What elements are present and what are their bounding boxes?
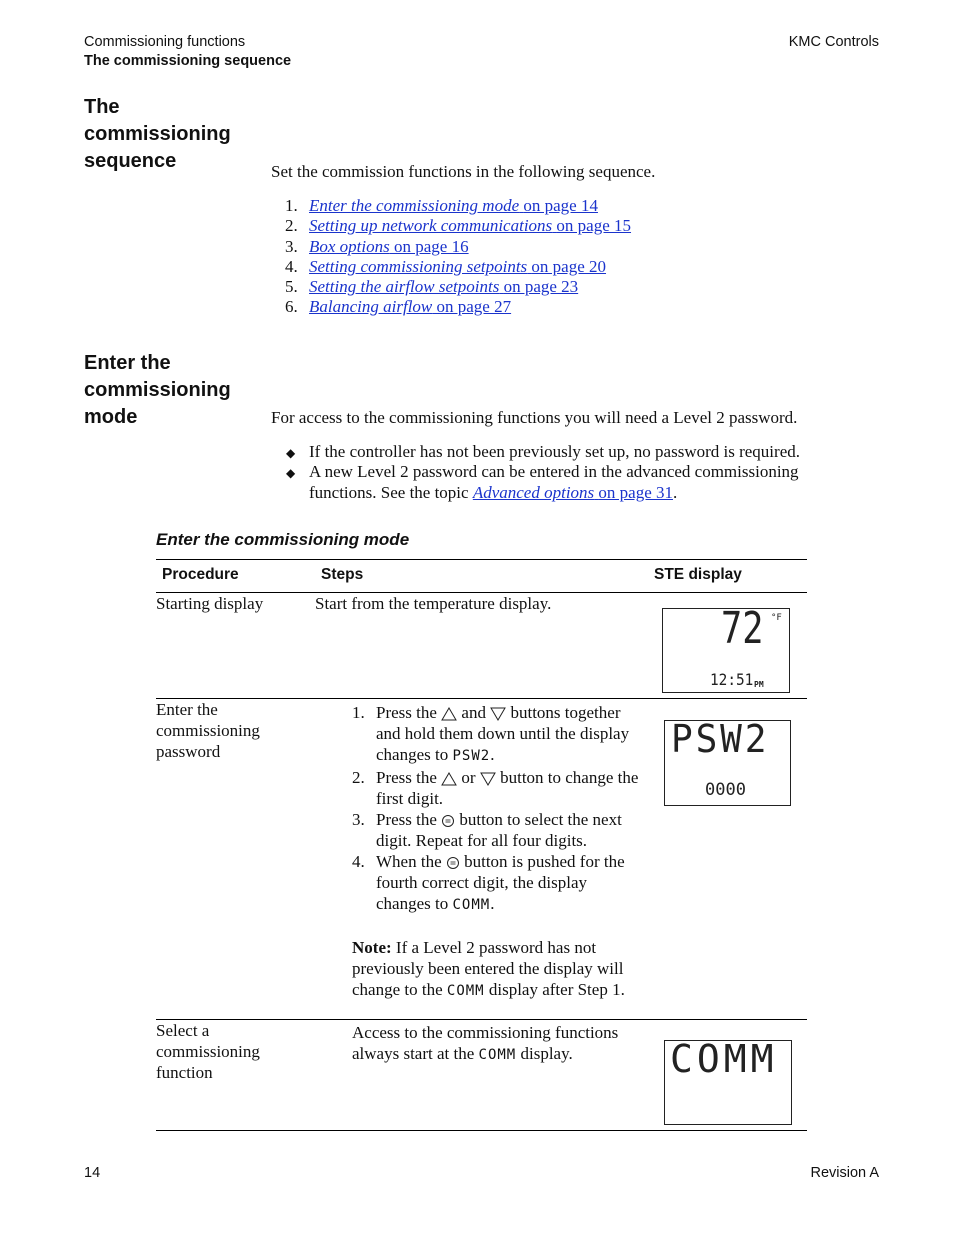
- link-network-communications[interactable]: Setting up network communications on page 15: [309, 216, 632, 236]
- steps-cell: [315, 699, 648, 1020]
- lcd-ampm-label: PM: [754, 680, 764, 689]
- column-header-procedure: Procedure: [156, 560, 315, 593]
- list-item: 5. Setting the airflow setpoints on page 23: [285, 277, 579, 297]
- link-advanced-options[interactable]: Advanced options on page 31: [472, 482, 674, 502]
- sequence-intro: Set the commission functions in the following sequence.: [271, 162, 656, 181]
- down-arrow-icon: [480, 772, 496, 786]
- list-item: 1. Enter the commissioning mode on page 14: [285, 196, 598, 215]
- section-heading-commissioning-sequence: The commissioning sequence: [84, 96, 231, 172]
- list-item: ◆ If the controller has not been previously set up, no password is required.: [285, 442, 865, 462]
- lcd-code-comm: COMM: [478, 1047, 517, 1063]
- lcd-password-label: PSW2: [671, 717, 770, 761]
- lcd-temperature-value: 72: [721, 603, 764, 654]
- footer-page-number: 14: [84, 1165, 101, 1181]
- lcd-comm-label: COMM: [670, 1037, 778, 1081]
- procedure-cell: Enter the commissioning password: [156, 699, 315, 1020]
- footer-revision: Revision A: [810, 1165, 879, 1181]
- list-item: 3. Press the button to select the next digit. Repeat for all four digits.: [352, 810, 622, 850]
- lcd-unit-label: °F: [771, 613, 782, 623]
- password-steps-list: [352, 702, 642, 916]
- lcd-code-comm: COMM: [452, 897, 491, 913]
- lcd-comm-display: [664, 1037, 792, 1125]
- procedure-cell: Select a commissioning function: [156, 1020, 315, 1131]
- list-item: 3. Box options on page 16: [285, 236, 469, 256]
- note-paragraph: Note: If a Level 2 password has not previously been entered the display will change to the COMM display after Step 1.: [352, 938, 625, 999]
- bullet-diamond-icon: ◆: [286, 466, 296, 481]
- enter-button-icon: [446, 856, 460, 870]
- link-box-options[interactable]: Box options on page 16: [309, 236, 469, 256]
- link-airflow-setpoints[interactable]: Setting the airflow setpoints on page 23: [309, 277, 579, 297]
- lcd-code-comm: COMM: [446, 983, 485, 999]
- steps-cell: Access to the commissioning functions always start at the COMM display.: [315, 1020, 648, 1131]
- up-arrow-icon: [441, 707, 457, 721]
- link-enter-commissioning-mode[interactable]: Enter the commissioning mode on page 14: [309, 196, 598, 215]
- lcd-time-value: 12:51: [710, 670, 754, 689]
- steps-cell: Start from the temperature display.: [315, 593, 648, 699]
- running-header-section: [84, 33, 291, 71]
- table-caption: Enter the commissioning mode: [156, 530, 410, 549]
- list-item: 4. When the button is pushed for the fourth correct digit, the display changes to COMM.: [352, 852, 625, 913]
- lcd-temperature-display: [662, 603, 790, 693]
- header-subsection-title: The commissioning sequence: [84, 53, 292, 69]
- table-header-row: [156, 560, 807, 593]
- header-company: KMC Controls: [788, 34, 879, 50]
- sequence-list: [285, 196, 845, 318]
- list-item: 2. Setting up network communications on page 15: [285, 216, 632, 236]
- column-header-steps: Steps: [315, 560, 648, 593]
- up-arrow-icon: [441, 772, 457, 786]
- section-heading-enter-commissioning-mode: Enter the commissioning mode: [84, 352, 231, 428]
- column-header-ste-display: STE display: [648, 560, 807, 593]
- procedure-cell: Starting display: [156, 593, 315, 699]
- lcd-code-pswd: PSW2: [452, 748, 491, 764]
- enter-button-icon: [441, 814, 455, 828]
- lcd-password-display: [664, 717, 791, 806]
- list-item: 6. Balancing airflow on page 27: [285, 297, 512, 317]
- list-item: ◆ A new Level 2 password can be entered in the advanced commissioning functions. See the topic Advanced options on page 31.: [286, 462, 799, 502]
- bullet-diamond-icon: ◆: [286, 446, 296, 460]
- commissioning-intro: For access to the commissioning functions you will need a Level 2 password.: [271, 408, 798, 427]
- header-section-title: Commissioning functions: [84, 34, 246, 50]
- list-item: 4. Setting commissioning setpoints on page 20: [285, 256, 607, 276]
- lcd-password-digits: 0000: [705, 780, 746, 800]
- list-item: 2. Press the or button to change the first digit.: [352, 768, 639, 808]
- list-item: 1. Press the and buttons together and hold them down until the display changes to PSW2.: [352, 703, 630, 764]
- link-balancing-airflow[interactable]: Balancing airflow on page 27: [309, 297, 512, 317]
- password-notes-list: [285, 442, 865, 503]
- down-arrow-icon: [490, 707, 506, 721]
- link-commissioning-setpoints[interactable]: Setting commissioning setpoints on page 20: [309, 256, 607, 276]
